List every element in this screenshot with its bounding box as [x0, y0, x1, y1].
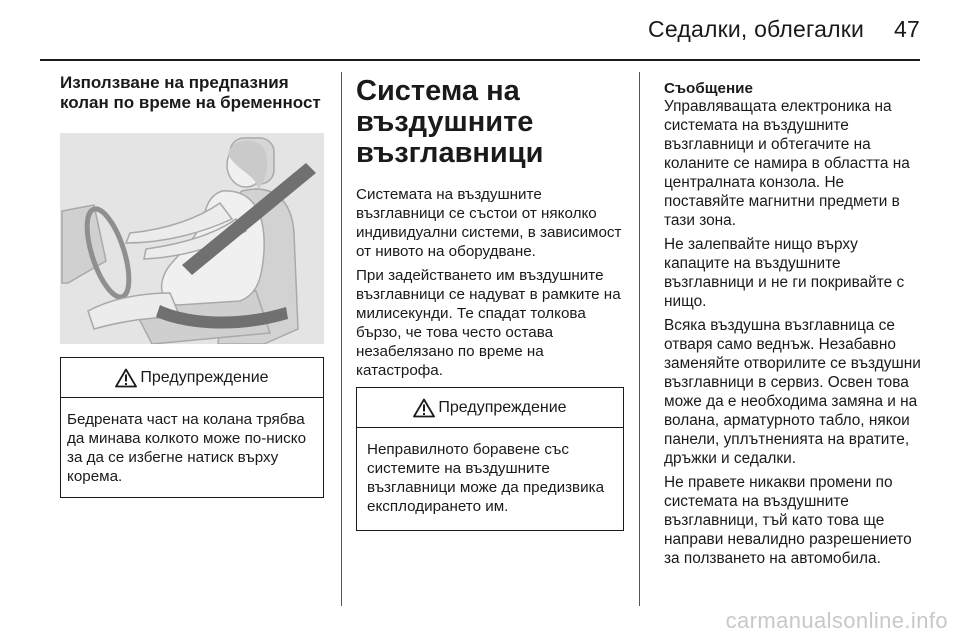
section-heading-seatbelt-pregnancy: Използване на предпазния колан по време на бременност [60, 73, 321, 112]
warning-triangle-icon [413, 398, 435, 418]
paragraph: Всяка въздушна възглавница се отваря само веднъж. Незабавно заменяйте отворилите се въздушни възглавници в сервиз. Освен това може да е необходима замяна и на волана, арматурното табло, някои панели, уплътненията на вратите, дръжки и седалки. [664, 317, 921, 467]
warning-header [357, 388, 623, 428]
pregnant-seatbelt-illustration [60, 133, 324, 344]
paragraph: Управляващата електроника на системата на въздушните възглавници и обтегачите на коланите се намира в областта на централната конзола. Не поставяйте магнитни предмети в тази зона. [664, 98, 910, 229]
warning-box-airbag [356, 387, 624, 531]
notice-heading: Съобщение [664, 80, 753, 97]
left-column [60, 70, 324, 498]
warning-title: Предупреждение [140, 368, 269, 386]
section-title: Седалки, облегалки [648, 16, 865, 42]
warning-title: Предупреждение [438, 398, 567, 416]
warning-text: Неправилното боравене със системите на въздушните възглавници може да предизвика експлодирането им. [367, 441, 605, 515]
paragraph: Не правете никакви промени по системата на въздушните възглавници, тъй като това ще направи невалидно разрешението за ползването на автомобила. [664, 474, 912, 567]
column-divider-2 [639, 72, 640, 606]
paragraph: Не залепвайте нищо върху капаците на въздушните възглавници и не ги покривайте с нищо. [664, 236, 905, 310]
watermark: carmanualsonline.info [725, 608, 948, 633]
warning-text: Бедрената част на колана трябва да минава колкото може по-ниско за да се избегне натиск върху корема. [67, 411, 307, 485]
section-heading-airbag-system: Система на въздушните възглавници [356, 75, 544, 169]
page-number: 47 [894, 16, 920, 42]
middle-column [356, 70, 624, 531]
page-header [648, 16, 920, 43]
warning-header [61, 358, 323, 398]
paragraph: При задействането им въздушните възглавници се надуват в рамките на милисекунди. Те спадат толкова бързо, че това често остава незабелязано по време на катастрофа. [356, 267, 621, 379]
right-column [664, 70, 924, 573]
warning-box-seatbelt [60, 357, 324, 498]
header-rule [40, 59, 920, 61]
warning-triangle-icon [115, 368, 137, 388]
paragraph: Системата на въздушните възглавници се състои от няколко индивидуални системи, в зависимост от нивото на оборудване. [356, 186, 622, 260]
column-divider-1 [341, 72, 342, 606]
